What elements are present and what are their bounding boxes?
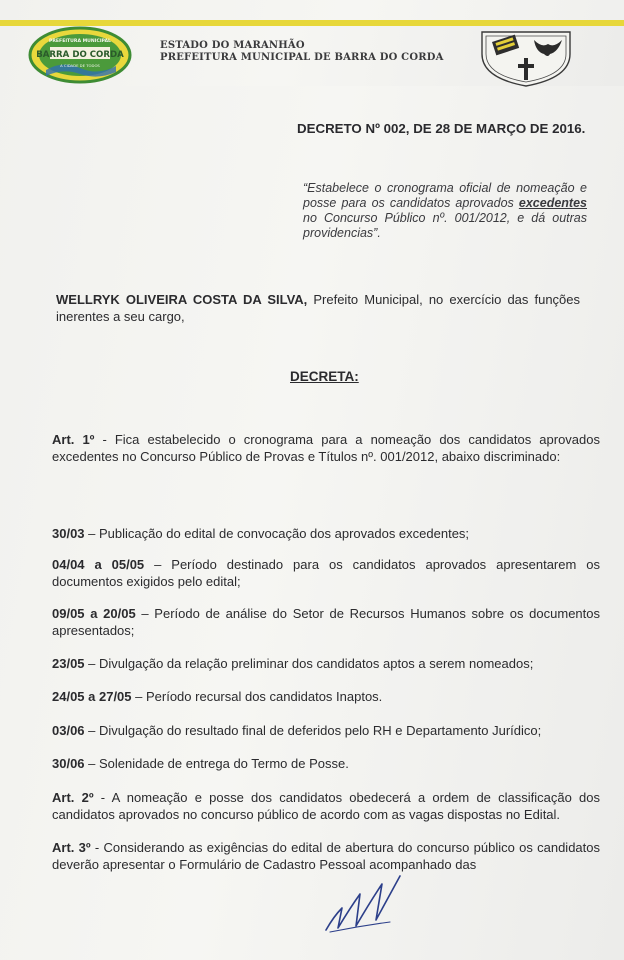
schedule-item — [52, 688, 600, 705]
schedule-description: – Solenidade de entrega do Termo de Posse. — [84, 756, 349, 771]
article-3-text: - Considerando as exigências do edital de abertura do concurso público os candidatos deverão apresentar o Formulário de Cadastro Pessoal acompanhado das — [52, 840, 600, 872]
schedule-description: – Divulgação do resultado final de deferidos pelo RH e Departamento Jurídico; — [84, 723, 542, 738]
preamble — [56, 291, 580, 325]
schedule-description: – Período destinado para os candidatos aprovados apresentarem os documentos exigidos pelo edital; — [52, 557, 600, 589]
article-1 — [52, 431, 600, 465]
schedule-item — [52, 655, 600, 672]
schedule-description: – Período de análise do Setor de Recursos Humanos sobre os documentos apresentados; — [52, 606, 600, 638]
schedule-date: 03/06 — [52, 723, 85, 738]
state-name: ESTADO DO MARANHÃO — [160, 40, 305, 51]
article-1-text: - Fica estabelecido o cronograma para a nomeação dos candidatos aprovados excedentes no Concurso Público de Provas e Títulos nº. 001/2012, abaixo discriminado: — [52, 432, 600, 464]
decree-title: DECRETO Nº 002, DE 28 DE MARÇO DE 2016. — [297, 121, 586, 136]
decreta-heading: DECRETA: — [290, 369, 359, 384]
preamble-text: Prefeito Municipal, no exercício das funções inerentes a seu cargo, — [56, 292, 581, 324]
logo-bottom-text: A CIDADE DE TODOS — [60, 63, 100, 68]
mayor-name: WELLRYK OLIVEIRA COSTA DA SILVA, — [56, 292, 308, 307]
issuing-authority — [160, 40, 444, 64]
summary-emphasis: excedentes — [518, 196, 587, 210]
logo-top-text: PREFEITURA MUNICIPAL — [49, 39, 111, 44]
summary-text-end: no Concurso Público nº. 001/2012, e dá outras providencias”. — [303, 211, 587, 240]
schedule-description: – Período recursal dos candidatos Inaptos. — [131, 689, 383, 704]
schedule-item — [52, 525, 600, 542]
article-2-text: - A nomeação e posse dos candidatos obedecerá a ordem de classificação dos candidatos aprovados no concurso público de acordo com as vagas dispostas no Edital. — [52, 790, 600, 822]
municipal-coat-of-arms-icon — [478, 28, 574, 88]
schedule-date: 24/05 a 27/05 — [52, 689, 132, 704]
schedule-date: 09/05 a 20/05 — [52, 606, 136, 621]
schedule-item — [52, 605, 600, 639]
schedule-date: 23/05 — [52, 656, 85, 671]
article-3-label: Art. 3º — [52, 840, 91, 855]
schedule-item — [52, 556, 600, 590]
schedule-description: – Divulgação da relação preliminar dos candidatos aptos a serem nomeados; — [84, 656, 534, 671]
schedule-date: 30/03 — [52, 526, 85, 541]
article-1-label: Art. 1º — [52, 432, 95, 447]
municipality-logo-icon — [28, 26, 132, 84]
decree-summary — [303, 181, 587, 241]
municipality-name: PREFEITURA MUNICIPAL DE BARRA DO CORDA — [160, 52, 444, 63]
schedule-date: 04/04 a 05/05 — [52, 557, 145, 572]
summary-text-start: “Estabelece o cronograma oficial de nomeação e posse para os candidatos aprovados — [303, 181, 587, 210]
schedule-date: 30/06 — [52, 756, 85, 771]
handwritten-initials — [320, 868, 410, 938]
logo-name-text: BARRA DO CORDA — [36, 50, 124, 60]
schedule-description: – Publicação do edital de convocação dos aprovados excedentes; — [84, 526, 470, 541]
schedule-item — [52, 755, 600, 772]
article-2 — [52, 789, 600, 823]
article-2-label: Art. 2º — [52, 790, 94, 805]
schedule-item — [52, 722, 600, 739]
